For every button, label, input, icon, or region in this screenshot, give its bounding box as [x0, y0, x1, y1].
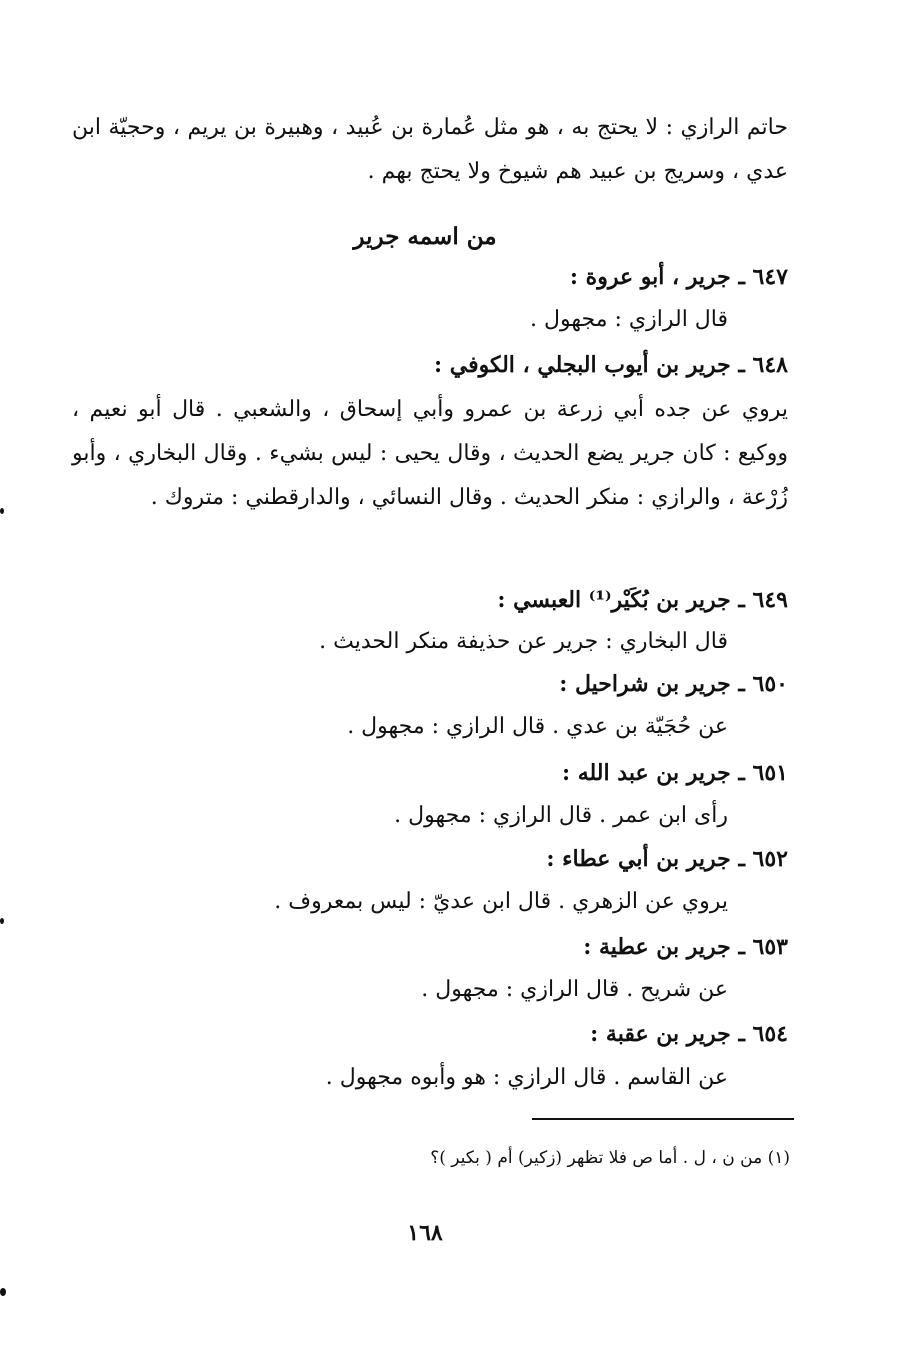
section-title: من اسمه جرير: [353, 223, 497, 250]
entry-body-653: عن شريح . قال الرازي : مجهول .: [421, 977, 728, 1002]
footnote-rule: [532, 1118, 794, 1120]
footnote: (١) من ن ، ل . أما ص فلا تظهر (زكير) أم ( بكير )؟: [430, 1148, 790, 1168]
entry-heading-650: ٦٥٠ ـ جرير بن شراحيل :: [559, 671, 788, 697]
entry-body-652: يروي عن الزهري . قال ابن عديّ : ليس بمعروف .: [274, 889, 728, 914]
entry-body-647: قال الرازي : مجهول .: [530, 307, 728, 332]
entry-paragraph-648: يروي عن جده أبي زرعة بن عمرو وأبي إسحاق ، والشعبي . قال أبو نعيم ، ووكيع : كان جرير يضع الحديث ، وقال يحيى : ليس بشيء . وقال البخاري ، وأبو زُرْعة ، والرازي : منكر الحديث . وقال النسائي ، والدارقطني : متروك .: [72, 397, 788, 510]
entry-heading-648: ٦٤٨ ـ جرير بن أيوب البجلي ، الكوفي :: [433, 352, 788, 378]
entry-body-654: عن القاسم . قال الرازي : هو وأبوه مجهول .: [325, 1065, 728, 1090]
entry-heading-652: ٦٥٢ ـ جرير بن أبي عطاء :: [546, 846, 788, 872]
entry-heading-653: ٦٥٣ ـ جرير بن عطية :: [583, 934, 788, 960]
entry-body-649: قال البخاري : جرير عن حذيفة منكر الحديث .: [319, 629, 728, 654]
scan-speck: [0, 918, 4, 924]
entry-heading-654: ٦٥٤ ـ جرير بن عقبة :: [590, 1021, 788, 1047]
entry-heading-651: ٦٥١ ـ جرير بن عبد الله :: [561, 760, 788, 786]
intro-paragraph: حاتم الرازي : لا يحتج به ، هو مثل عُمارة بن عُبيد ، وهبيرة بن يريم ، وحجيّة ابن عدي ، وسريج بن عبيد هم شيوخ ولا يحتج بهم .: [72, 115, 788, 184]
entry-heading-649: ٦٤٩ ـ جرير بن بُكَيْر⁽¹⁾ العبسي :: [497, 587, 788, 613]
scan-speck: [0, 508, 4, 514]
entry-body-650: عن حُجَيّة بن عدي . قال الرازي : مجهول .: [347, 714, 728, 739]
entry-body-651: رأى ابن عمر . قال الرازي : مجهول .: [394, 803, 728, 828]
entry-heading-647: ٦٤٧ ـ جرير ، أبو عروة :: [569, 264, 788, 290]
scan-speck: [0, 1288, 6, 1296]
page-number: ١٦٨: [407, 1220, 443, 1246]
